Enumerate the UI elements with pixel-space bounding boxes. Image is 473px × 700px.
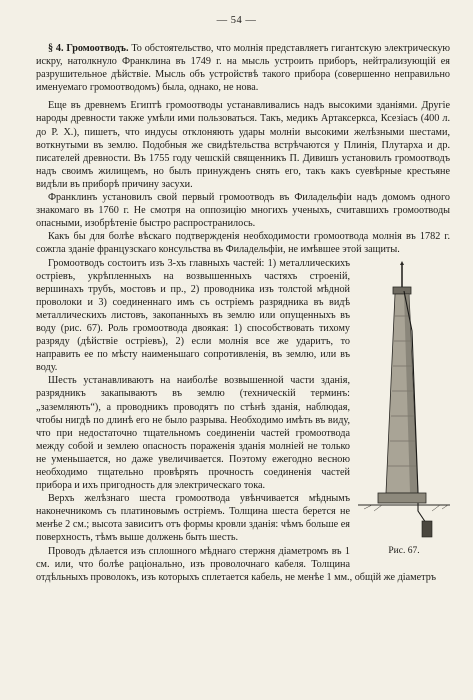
page-number: — 54 — xyxy=(216,15,257,26)
paragraph-spike: Верхъ желѣзнаго шеста громоотвода увѣнчивается мѣднымъ наконечникомъ съ платиновымъ остріемъ. Толщина шеста берется не менѣе 2 см.; высота зависитъ отъ формы кровли зданія: чѣмъ больше ея поверхность, тѣмъ выше должень быть шесть. xyxy=(36,493,350,544)
paragraph-consulate: Какъ бы для болѣе вѣскаго подтвержденія необходимости громоотвода молнія въ 1782 г. сожгла зданіе французскаго консульства въ Филадельфіи, не имѣвшее этой защиты. xyxy=(36,231,450,256)
paragraph-franklin: Франклинъ установилъ свой первый громоотводъ въ Филадельфіи надъ домомъ одного знакомаго въ 1760 г. Не смотря на оппозицію многихъ ученыхъ, считавшихъ громоотводы опасными, изобрѣтеніе быстро распространилось. xyxy=(36,192,450,230)
figure-caption: Рис. 67. xyxy=(388,546,420,557)
paragraph-conductor: Проводъ дѣлается изъ сплошного мѣднаго стержня діаметромъ въ 1 см. или, что болѣе раціонально, изъ проволочнаго кабеля. Толщина отдѣльныхъ проволокъ, изъ которыхъ сплетается кабель, не менѣе 1 мм., общій же діаметръ xyxy=(36,545,437,583)
paragraph-egypt: Еще въ древнемъ Египтѣ громоотводы устанавливались надъ высокими зданіями. Другіе народы древности также умѣли ими пользоваться. Такъ, медикъ Артаксеркса, Ксезіасъ (400 л. до Р. Х.), пишетъ, что индусы отклоняють удары молніи высокими желѣзными шестами, воткнутыми въ землю. Подобныя же свидѣтельства встрѣчаются у Плинія, Плутарха и др. писателей древности. Въ 1755 году чешскій священникъ П. Дивишъ установилъ громоотводъ надъ своимъ жилищемъ, но былъ принужденъ снять его, такъ какъ суевѣрные крестьяне видѣли въ приборѣ причину засухи. xyxy=(36,100,450,190)
text-column xyxy=(36,42,450,584)
section-intro-paragraph xyxy=(36,42,450,94)
lightning-rod-illustration xyxy=(358,261,450,545)
paragraph-installation: Шесть устанавливаютъ на наиболѣе возвышенной части зданія, разрядникъ закапываютъ въ землю (техническій терминъ: „заземляють“), а проводникъ проводятъ по стѣнѣ зданія, наблюдая, чтобы нигдѣ по длинѣ его не было разрыва. Необходимо имѣть въ виду, что при недостаточно тщательномъ соединеніи частей громоотвода между собой и землею опасность пораженія зданія молніей не только не уменьшается, но даже увеличивается. Поэтому ежегодно весною необходимо тщательно провѣрять прочность соединенія частей прибора и ихъ пригодность для электрическаго тока. xyxy=(36,375,350,492)
paragraph-components: Громоотводъ состоитъ изъ 3-хъ главныхъ частей: 1) металлическихъ остріевъ, укрѣпленныхъ на возвышенныхъ частяхъ строеній, вершинахъ трубъ, мостовъ и пр., 2) проводника изъ толстой мѣдной проволоки и 3) соединеннаго имъ съ остріемъ разрядника въ видѣ металлическихъ листовъ, закопанныхъ въ землю или опущенныхъ въ воду (рис. 67). Роль громоотвода двоякая: 1) способствовать тихому разряду (дѣйствіе остріевъ), 2) если молнія все же ударитъ, то направить ее по мѣсту наименьшаго сопротивленія, въ землю, или въ воду. xyxy=(36,257,350,374)
section-intro-text: То обстоятельство, что молнія представляетъ гигантскую электрическую искру, натолкнуло Франклина въ 1749 г. на мысль устроить приборъ, нейтрализующій ея разрушительное дѣйствіе. Мысль объ устройствѣ такого прибора (совершенно неправильно именуемаго громоотводомъ) была, однако, не нова. xyxy=(36,43,451,94)
section-heading: § 4. Громоотводъ. xyxy=(48,43,129,54)
lightning-rod-figure xyxy=(358,261,450,559)
